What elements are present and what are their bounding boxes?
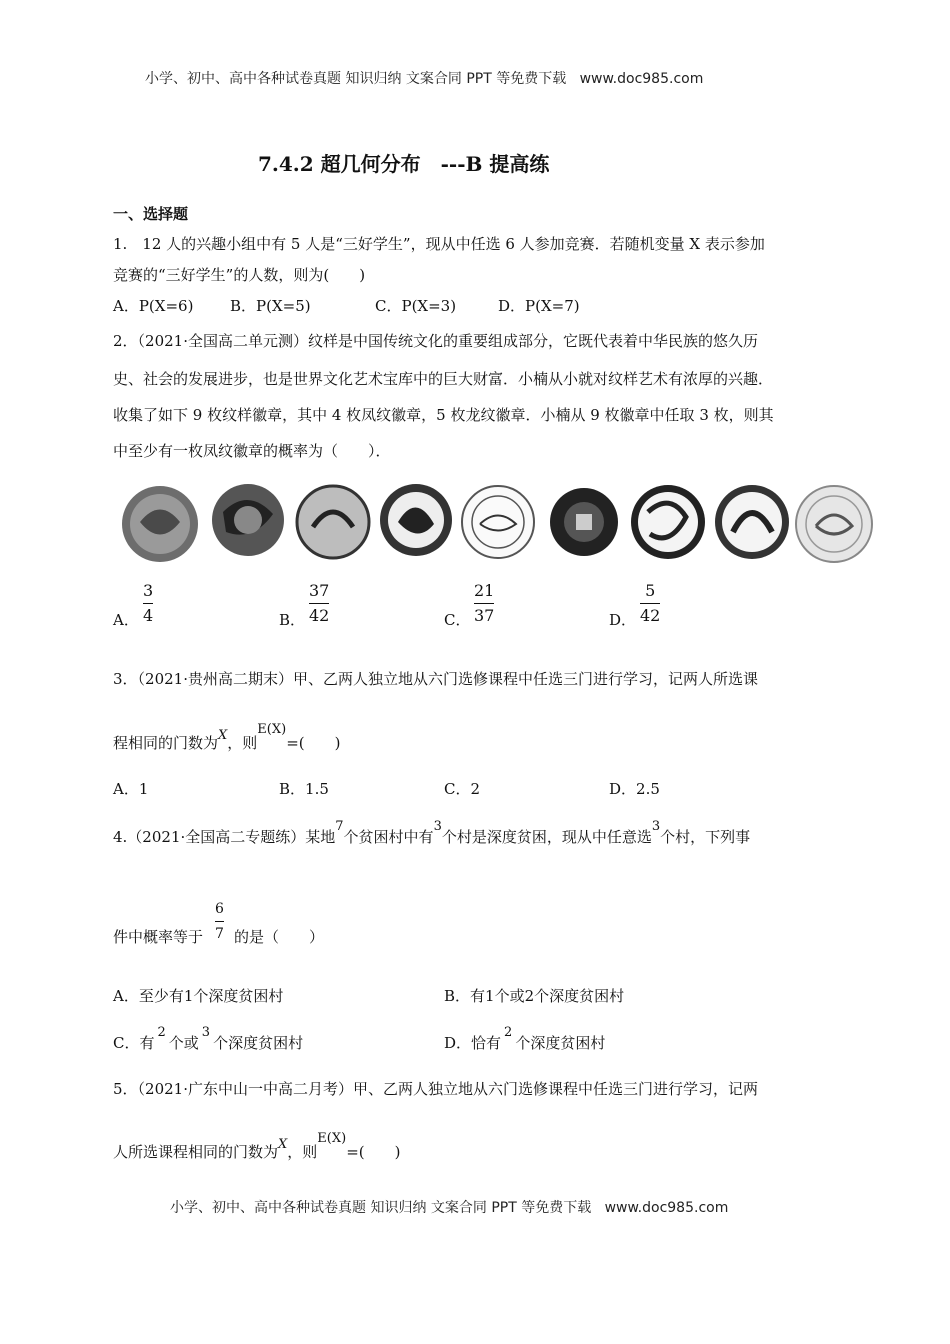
q5-line2a: 人所选课程相同的门数为 — [113, 1143, 279, 1161]
q4-option-a-text: A．至少有 — [113, 987, 184, 1005]
q3-line2 — [113, 722, 341, 753]
q4-option-d-text: D．恰有 — [444, 1034, 502, 1052]
q2-option-d-den: 42 — [640, 606, 661, 625]
q5-expression: E(X) — [317, 1131, 347, 1146]
q4-num-3: 3 — [651, 819, 661, 834]
q2-option-a-label: A． — [113, 611, 139, 629]
badge-4-image — [380, 484, 452, 556]
q4-option-a — [113, 985, 283, 1006]
page-title: 7.4.2 超几何分布 ---B 提高练 — [258, 152, 550, 176]
q4-option-b-mid: 个或 — [494, 987, 525, 1005]
footer-text: 小学、初中、高中各种试卷真题 知识归纳 文案合同 PPT 等免费下载 — [170, 1200, 592, 1216]
q3-option-a: A．1 — [113, 780, 149, 798]
q2-option-d-fraction — [640, 581, 660, 626]
badge-9-image — [796, 486, 872, 562]
q5-line2 — [113, 1131, 401, 1162]
q4-option-b-tail: 个深度贫困村 — [534, 987, 625, 1005]
q4-option-b-num2: 2 — [524, 987, 535, 1005]
q2-option-d-num: 5 — [645, 581, 656, 600]
q1-line1: 1. 12 人的兴趣小组中有 5 人是“三好学生”，现从中任选 6 人参加竞赛．若随机变量 X 表示参加 — [113, 235, 765, 253]
q4-option-d-num: 2 — [504, 1025, 513, 1040]
q1-option-c: C．P(X=3) — [375, 297, 457, 315]
q2-option-b-label: B． — [279, 611, 306, 629]
q2-line2: 史、社会的发展进步，也是世界文化艺术宝库中的巨大财富．小楠从小就对纹样艺术有浓厚的兴趣． — [113, 370, 774, 388]
badge-3-image — [297, 486, 369, 558]
section-heading: 一、选择题 — [113, 205, 189, 223]
q2-option-a-den: 4 — [143, 606, 154, 625]
q2-option-b-fraction — [309, 581, 329, 626]
q3-line2a: 程相同的门数为 — [113, 734, 219, 752]
page-footer — [170, 1197, 728, 1217]
q4-option-a-num: 1 — [183, 987, 194, 1005]
q3-line2b: ，则 — [227, 734, 258, 752]
q2-option-c-den: 37 — [474, 606, 495, 625]
q4-text-c: 个村是深度贫困，现从中任意选 — [441, 828, 652, 846]
q4-text-a: 4.（2021·全国高二专题练）某地 — [113, 828, 336, 846]
q2-option-a-fraction — [143, 581, 153, 626]
q4-fraction-num: 6 — [215, 901, 224, 917]
q4-option-a-tail: 个深度贫困村 — [193, 987, 284, 1005]
q1-line2: 竞赛的“三好学生”的人数，则为( ) — [113, 266, 366, 284]
q4-option-c-text: C．有 — [113, 1034, 155, 1052]
q5-variable: X — [278, 1137, 288, 1152]
q4-option-b-num1: 1 — [485, 987, 495, 1005]
q3-option-c: C．2 — [444, 780, 481, 798]
page-header — [145, 68, 703, 88]
q2-line3: 收集了如下 9 枚纹样徽章，其中 4 枚凤纹徽章，5 枚龙纹徽章．小楠从 9 枚徽章中任取 3 枚，则其 — [113, 406, 774, 424]
q4-option-c-tail: 个深度贫困村 — [213, 1034, 304, 1052]
q4-option-b — [444, 985, 624, 1006]
q4-fraction-den: 7 — [215, 926, 224, 942]
q2-option-c-label: C． — [444, 611, 471, 629]
q4-line2a: 件中概率等于 — [113, 928, 204, 946]
q4-fraction — [215, 899, 224, 944]
q2-option-d-label: D． — [609, 611, 637, 629]
q1-option-a: A．P(X=6) — [113, 297, 194, 315]
badge-5-image — [462, 486, 534, 558]
badge-images — [118, 482, 878, 572]
q4-line2b: 的是（ ） — [234, 928, 325, 946]
q3-variable: X — [218, 728, 228, 743]
q5-line2c: =( ) — [346, 1143, 401, 1161]
q2-option-c-num: 21 — [474, 581, 495, 600]
badge-2-image — [212, 484, 284, 556]
q2-option-c-fraction — [474, 581, 494, 626]
q4-option-d — [444, 1025, 606, 1053]
footer-url[interactable]: www.doc985.com — [604, 1200, 729, 1216]
header-url[interactable]: www.doc985.com — [579, 71, 704, 87]
q2-line1: 2．（2021·全国高二单元测）纹样是中国传统文化的重要组成部分，它既代表着中华民族的悠久历 — [113, 332, 758, 350]
q4-option-c — [113, 1025, 304, 1053]
q2-option-a-num: 3 — [143, 581, 154, 600]
q2-option-b-num: 37 — [309, 581, 330, 600]
q4-option-d-tail: 个深度贫困村 — [515, 1034, 606, 1052]
badge-6-image — [550, 488, 618, 556]
q3-option-b: B．1.5 — [279, 780, 329, 798]
q3-line1: 3．（2021·贵州高二期末）甲、乙两人独立地从六门选修课程中任选三门进行学习，记两人所选课 — [113, 670, 758, 688]
q5-line1: 5．（2021·广东中山一中高二月考）甲、乙两人独立地从六门选修课程中任选三门进行学习，记两 — [113, 1080, 758, 1098]
q5-line2b: ，则 — [287, 1143, 318, 1161]
q4-option-b-text: B．有 — [444, 987, 486, 1005]
q3-line2c: =( ) — [286, 734, 341, 752]
q4-option-c-num2: 3 — [201, 1025, 211, 1040]
badge-7-image — [631, 485, 705, 559]
q3-expression: E(X) — [257, 722, 287, 737]
q4-num-1: 7 — [335, 819, 344, 834]
q1-option-b: B．P(X=5) — [230, 297, 311, 315]
q2-line4: 中至少有一枚凤纹徽章的概率为（ ）． — [113, 442, 391, 460]
q4-num-2: 3 — [433, 819, 442, 834]
header-text: 小学、初中、高中各种试卷真题 知识归纳 文案合同 PPT 等免费下载 — [145, 71, 567, 87]
q4-text-d: 个村，下列事 — [660, 828, 751, 846]
q4-text-b: 个贫困村中有 — [343, 828, 434, 846]
q4-option-c-num1: 2 — [157, 1025, 166, 1040]
q1-option-d: D．P(X=7) — [498, 297, 580, 315]
q3-option-d: D．2.5 — [609, 780, 660, 798]
q4-option-c-mid: 个或 — [168, 1034, 199, 1052]
q2-option-b-den: 42 — [309, 606, 330, 625]
q4-line1 — [113, 819, 751, 847]
badge-1-image — [122, 486, 198, 562]
badge-8-image — [715, 485, 789, 559]
